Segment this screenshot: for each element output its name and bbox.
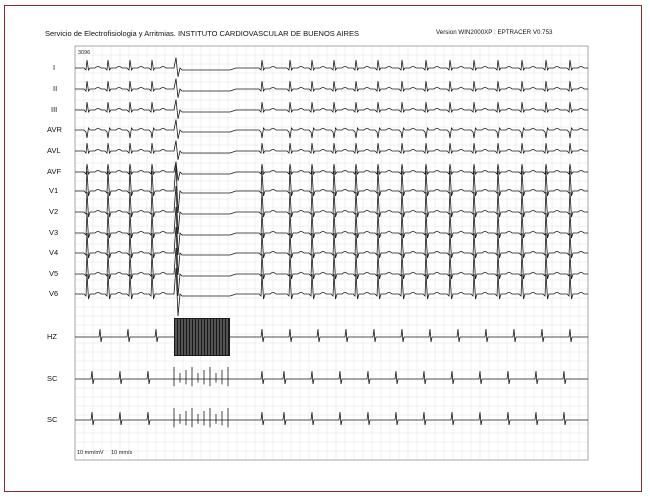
lead-trace-v4 bbox=[75, 227, 588, 275]
scale-legend bbox=[77, 450, 138, 456]
case-number: 3096 bbox=[78, 50, 91, 56]
lead-label: AVF bbox=[47, 167, 62, 176]
lead-trace-sc-2 bbox=[75, 412, 588, 425]
software-version: Version WIN2000XP : EPTRACER V0.753 bbox=[436, 29, 553, 36]
hz-pacing-train-block bbox=[174, 318, 230, 356]
lead-trace-ii bbox=[75, 79, 588, 98]
lead-label: I bbox=[53, 63, 56, 72]
lead-label: II bbox=[53, 84, 58, 93]
lead-label: III bbox=[51, 105, 58, 114]
lead-label: HZ bbox=[47, 332, 57, 341]
lead-trace-sc-1 bbox=[75, 371, 588, 384]
lead-label: V2 bbox=[49, 207, 59, 216]
lead-label: V5 bbox=[49, 269, 59, 278]
document-title: Servicio de Electrofisiologia y Arritmias. INSTITUTO CARDIOVASCULAR DE BUENOS AIRES bbox=[45, 29, 359, 38]
lead-label: V4 bbox=[49, 248, 59, 257]
lead-trace-avl bbox=[75, 141, 588, 160]
lead-label: V1 bbox=[49, 186, 59, 195]
lead-trace-v2 bbox=[75, 186, 588, 234]
lead-label: SC bbox=[47, 415, 58, 424]
amplitude-scale: 10 mm/mV bbox=[77, 450, 104, 456]
lead-trace-hz bbox=[75, 329, 588, 342]
lead-label: AVR bbox=[47, 125, 62, 134]
lead-label: SC bbox=[47, 374, 58, 383]
lead-trace-v6 bbox=[75, 268, 588, 316]
speed-scale: 10 mm/s bbox=[111, 450, 133, 456]
lead-trace-i bbox=[75, 58, 588, 77]
lead-label: V6 bbox=[49, 289, 59, 298]
lead-trace-v3 bbox=[75, 207, 588, 255]
lead-label: V3 bbox=[49, 228, 59, 237]
lead-label: AVL bbox=[47, 146, 61, 155]
